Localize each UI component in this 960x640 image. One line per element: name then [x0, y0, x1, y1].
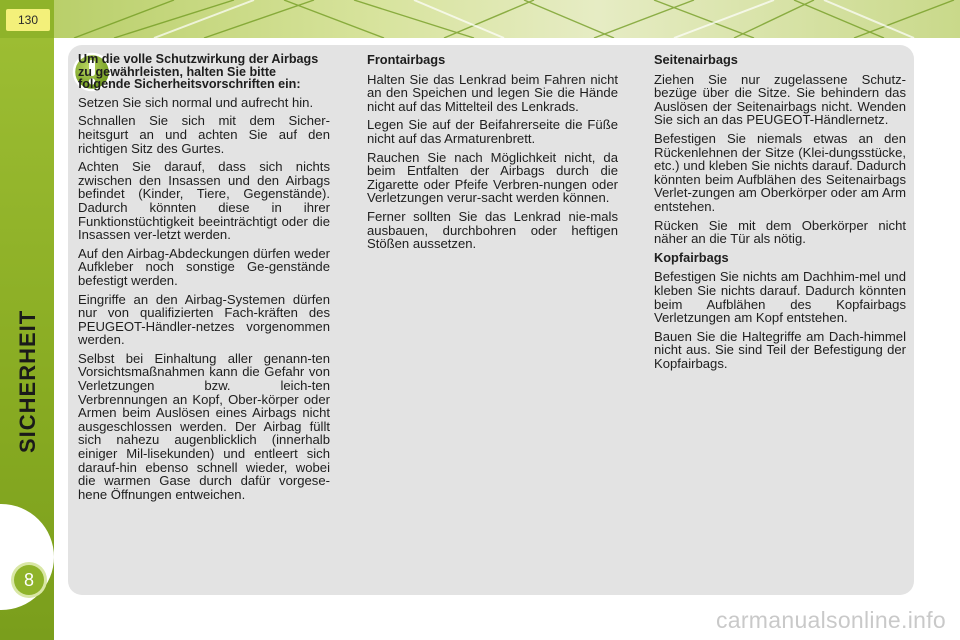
paragraph: Setzen Sie sich normal und aufrecht hin. — [78, 94, 314, 110]
paragraph: Bauen Sie die Haltegriffe am Dach-himmel nicht aus. Sie sind Teil der Befestigung der Kopfairbags. — [654, 328, 906, 371]
page-number: 130 — [6, 9, 50, 31]
section-heading-head-airbags: Kopfairbags — [654, 249, 729, 265]
paragraph: Schnallen Sie sich mit dem Sicher-heitsgurt an und achten Sie auf den richtigen Sitz des Gurtes. — [78, 113, 330, 156]
section-heading-side-airbags: Seitenairbags — [654, 52, 738, 67]
paragraph: Befestigen Sie nichts am Dachhim-mel und kleben Sie nichts darauf. Dadurch könnten beim Aufblähen des Kopfairbags Verletzungen am Kopf entstehen. — [654, 269, 906, 326]
top-banner — [54, 0, 960, 38]
chapter-number-badge: 8 — [14, 565, 44, 595]
paragraph: Halten Sie das Lenkrad beim Fahren nicht an den Speichen und legen Sie die Hände nicht auf das Mittelteil des Lenkrads. — [367, 71, 618, 114]
paragraph: Selbst bei Einhaltung aller genann-ten Vorsichtsmaßnahmen kann die Gefahr von Verletzungen bzw. leich-ten Verbrennungen an Kopf, Ober-körper oder Armen beim Auslösen eines Airbags nicht ausgeschlossen werden. Der Airbag füllt sich nahezu augenblicklich (innerhalb einiger Mil-lisekunden) und entleert sich darauf-hin ebenso schnell wieder, wobei die warmen Gase durch dafür vorgese-hene Öffnungen entweichen. — [78, 350, 330, 502]
paragraph: Auf den Airbag-Abdeckungen dürfen weder Aufkleber noch sonstige Ge-genstände befestigt werden. — [78, 245, 330, 288]
paragraph: Befestigen Sie niemals etwas an den Rückenlehnen der Sitze (Klei-dungsstücke, etc.) und kleben Sie nichts darauf. Dadurch könnten beim Aufblähen des Seitenairbags Verlet-zungen am Oberkörper oder am Arm entstehen. — [654, 130, 906, 214]
column-safety-rules — [78, 53, 330, 506]
column-front-airbags — [367, 53, 618, 256]
paragraph: Achten Sie darauf, dass sich nichts zwischen den Insassen und den Airbags befindet (Kinder, Tiere, Gegenstände). Dadurch könnten diese in ihrer Funktionstüchtigkeit beeinträchtigt oder die Insassen ver-letzt werden. — [78, 159, 330, 243]
paragraph: Rücken Sie mit dem Oberkörper nicht näher an die Tür als nötig. — [654, 217, 906, 247]
chapter-title — [15, 389, 41, 453]
banner-decoration — [54, 0, 960, 38]
paragraph: Legen Sie auf der Beifahrerseite die Füße nicht auf das Armaturenbrett. — [367, 117, 618, 146]
paragraph: Ferner sollten Sie das Lenkrad nie-mals ausbauen, durchbohren oder heftigen Stößen aussetzen. — [367, 208, 618, 252]
intro-warning: Um die volle Schutzwirkung der Airbags zu gewährleisten, halten Sie bitte folgende Sicherheitsvorschriften ein: — [78, 52, 319, 92]
page-number-box — [0, 0, 54, 38]
paragraph: Ziehen Sie nur zugelassene Schutz-bezüge über die Sitze. Sie behindern das Auslösen der Seitenairbags nicht. Wenden Sie sich an das PEUGEOT-Händlernetz. — [654, 71, 906, 128]
paragraph: Eingriffe an den Airbag-Systemen dürfen nur von qualifizierten Fach-kräften des PEUGEOT-Händler-netzes vorgenommen werden. — [78, 291, 330, 348]
section-heading-front-airbags: Frontairbags — [367, 52, 446, 67]
watermark: carmanualsonline.info — [715, 607, 946, 633]
column-side-head-airbags — [654, 53, 906, 375]
paragraph: Rauchen Sie nach Möglichkeit nicht, da beim Entfalten der Airbags durch die Zigarette oder Pfeife Verbren-nungen oder Verletzungen verur-sacht werden können. — [367, 149, 618, 206]
